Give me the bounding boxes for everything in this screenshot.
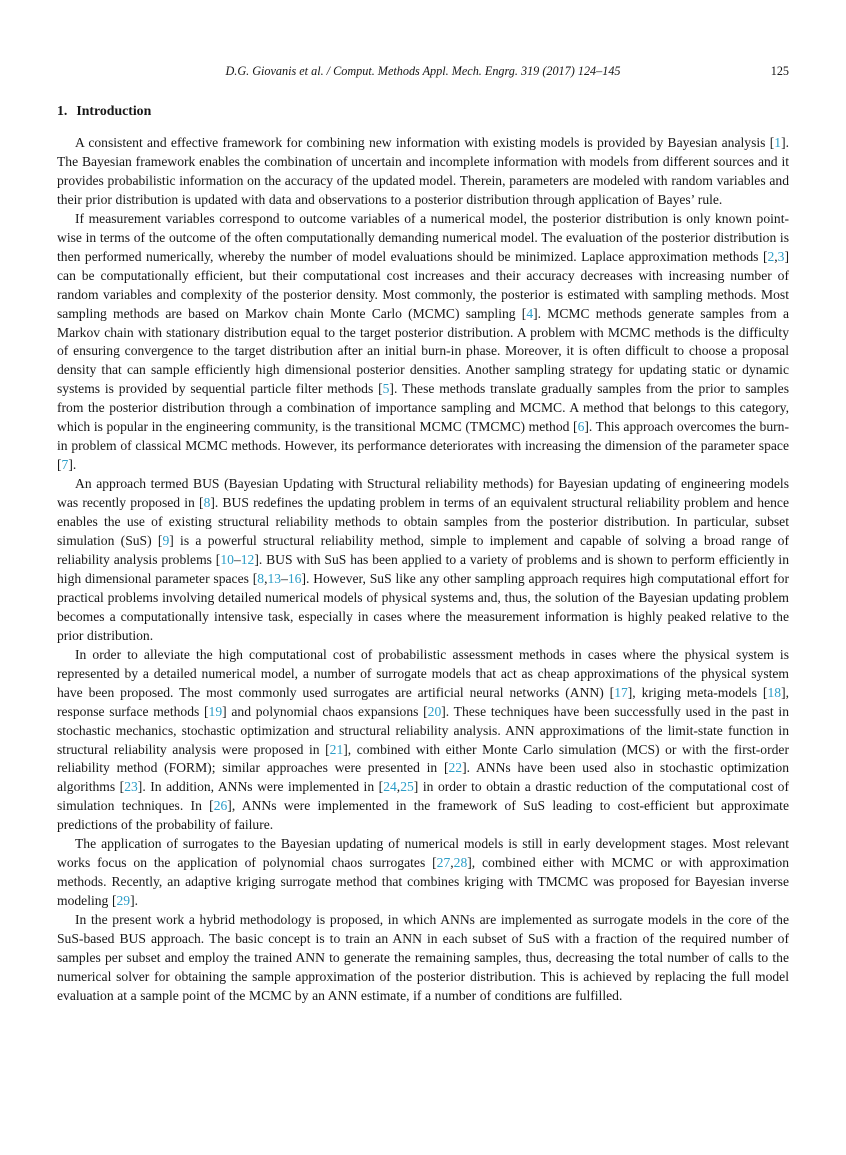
citation-link[interactable]: 9 <box>162 533 170 549</box>
text-run: , <box>264 570 268 586</box>
citation-link[interactable]: 2 <box>767 248 775 264</box>
body-paragraph <box>57 911 789 1006</box>
text-run: ], ANNs were implemented in the framework of SuS leading to cost-efficient but approximate predictions of the probability of failure. <box>57 798 789 833</box>
citation-link[interactable]: 19 <box>208 703 223 719</box>
citation-link[interactable]: 20 <box>427 703 442 719</box>
text-run: ] and polynomial chaos expansions [ <box>222 703 428 719</box>
citation-link[interactable]: 10 <box>220 551 234 567</box>
text-run: – <box>281 570 288 586</box>
text-run: ]. The Bayesian framework enables the combination of uncertain and incomplete information with models from different sources and it provides probabilistic information on the accuracy of the updated model. Therein, parameters are modeled with random variables and their prior distribution is updated with data and observations to a posterior distribution through application of Bayes’ rule. <box>57 135 789 207</box>
text-run: ], combined with either Monte Carlo simulation (MCS) or with the first-order reliability method (FORM); similar approaches were presented in [ <box>57 741 789 776</box>
text-run: ]. BUS redefines the updating problem in terms of an equivalent structural reliability problem and hence enables the use of existing structural reliability methods to obtain samples from the posterior distribution. In particular, subset simulation (SuS) [ <box>57 495 790 549</box>
citation-link[interactable]: 24 <box>383 779 397 795</box>
text-run: ], kriging meta-models [ <box>627 684 768 700</box>
text-run: – <box>233 551 241 567</box>
text-run: ]. <box>130 893 139 909</box>
text-run: , <box>774 248 778 264</box>
citation-link[interactable]: 23 <box>124 779 138 795</box>
running-title: D.G. Giovanis et al. / Comput. Methods Appl. Mech. Engrg. 319 (2017) 124–145 <box>225 64 621 78</box>
citation-link[interactable]: 6 <box>577 419 585 435</box>
citation-link[interactable]: 8 <box>203 495 211 511</box>
text-run: ], combined either with MCMC or with approximation methods. Recently, an adaptive kriging surrogate method that combines kriging with TMCMC was proposed for Bayesian inverse modeling [ <box>57 855 789 909</box>
citation-link[interactable]: 27 <box>436 855 451 871</box>
page-number: 125 <box>770 64 789 78</box>
text-run: ]. BUS with SuS has been applied to a variety of problems and is shown to perform efficiently in high dimensional parameter spaces [ <box>57 551 790 586</box>
citation-link[interactable]: 7 <box>61 457 69 473</box>
text-run: , <box>396 779 401 795</box>
body-paragraph <box>57 835 789 911</box>
citation-link[interactable]: 5 <box>382 381 390 397</box>
citation-link[interactable]: 12 <box>240 551 255 567</box>
citation-link[interactable]: 18 <box>767 684 782 700</box>
citation-link[interactable]: 13 <box>267 570 282 586</box>
body-paragraph <box>57 475 789 646</box>
citation-link[interactable]: 8 <box>257 570 265 586</box>
citation-link[interactable]: 21 <box>329 741 344 757</box>
citation-link[interactable]: 28 <box>453 855 468 871</box>
text-run: ] in order to obtain a drastic reduction of the computational cost of simulation techniques. In [ <box>57 779 789 814</box>
citation-link[interactable]: 1 <box>774 135 782 150</box>
section-title: Introduction <box>76 103 152 118</box>
citation-link[interactable]: 16 <box>287 570 302 586</box>
text-run: If measurement variables correspond to outcome variables of a numerical model, the posterior distribution is only known point-wise in terms of the outcome of the often computationally demanding numerical model. The evaluation of the posterior distribution is then performed numerically, whereby the number of model evaluations should be minimized. Laplace approximation methods [ <box>57 210 789 264</box>
text-run: ] is a powerful structural reliability method, simple to implement and capable of solving a broad range of reliability analysis problems [ <box>57 533 789 567</box>
citation-link[interactable]: 29 <box>116 893 131 909</box>
citation-link[interactable]: 4 <box>526 305 534 321</box>
text-run: ]. These techniques have been successfully used in the past in stochastic mechanics, stochastic optimization and structural reliability analysis. ANN approximations of the limit-state function in structural reliability analysis were proposed in [ <box>57 703 789 757</box>
body-paragraph <box>57 134 789 210</box>
text-run: ]. ANNs have been used also in stochastic optimization algorithms [ <box>57 760 789 795</box>
text-run: ] can be computationally efficient, but their computational cost increases and their accuracy decreases with increasing number of random variables and complexity of the posterior density. Most commonly, the posterior is estimated with sampling methods. Most sampling methods are based on Markov chain Monte Carlo (MCMC) sampling [ <box>57 248 789 321</box>
body-paragraph <box>57 210 789 475</box>
text-run: In the present work a hybrid methodology is proposed, in which ANNs are implemented as surrogate models in the core of the SuS-based BUS approach. The basic concept is to train an ANN in each subset of SuS with a fraction of the required number of samples per subset and employ the trained ANN to generate the remaining samples, thus, decreasing the total number of calls to the numerical solver for obtaining the sample approximation of the posterior distribution. This is achieved by replacing the full model evaluation at a sample point of the MCMC by an ANN estimate, if a number of conditions are fulfilled. <box>57 912 789 1003</box>
article-body <box>57 102 789 1006</box>
section-number: 1. <box>57 103 68 118</box>
citation-link[interactable]: 17 <box>614 684 628 700</box>
text-run: ]. MCMC methods generate samples from a Markov chain with stationary distribution equal to the target posterior distribution. A problem with MCMC methods is the difficulty of ensuring convergence to the target distribution after an initial burn-in phase. Moreover, it is often difficult to choose a proposal density that can sample efficiently high dimensional posterior densities. Another sampling strategy for updating static or dynamic systems is provided by sequential particle filter methods [ <box>57 305 789 397</box>
text-run: ]. This approach overcomes the burn-in problem of classical MCMC methods. However, its performance deteriorates with increasing the dimension of the parameter space [ <box>57 419 789 473</box>
text-run: In order to alleviate the high computational cost of probabilistic assessment methods in cases where the physical system is represented by a detailed numerical model, a number of surrogate models that act as cheap approximations of the physical system have been proposed. The most commonly used surrogates are artificial neural networks (ANN) [ <box>57 646 789 700</box>
text-run: An approach termed BUS (Bayesian Updating with Structural reliability methods) for Bayesian updating of engineering models was recently proposed in [ <box>57 476 789 511</box>
citation-link[interactable]: 22 <box>448 760 463 776</box>
text-run: ]. In addition, ANNs were implemented in [ <box>137 779 384 795</box>
text-run: ]. <box>68 457 77 473</box>
text-run: ]. These methods translate gradually samples from the prior to samples from the posterior distribution through a combination of importance sampling and MCMC. A method that belongs to this category, which is popular in the engineering community, is the transitional MCMC (TMCMC) method [ <box>57 381 790 435</box>
citation-link[interactable]: 25 <box>400 779 414 795</box>
citation-link[interactable]: 26 <box>213 798 228 814</box>
text-run: ], response surface methods [ <box>57 684 789 719</box>
section-heading <box>57 102 789 120</box>
text-run: ]. However, SuS like any other sampling approach requires high computational effort for practical problems involving detailed numerical models of physical systems and, thus, the solution of the Bayesian updating problem becomes a computationally intensive task, especially in cases where the measurement information is highly peaked relative to the prior distribution. <box>57 570 789 643</box>
text-run: , <box>450 855 454 871</box>
citation-link[interactable]: 3 <box>777 248 785 264</box>
page-header <box>57 64 789 81</box>
text-run: A consistent and effective framework for combining new information with existing models is provided by Bayesian analysis [ <box>75 135 775 150</box>
text-run: The application of surrogates to the Bayesian updating of numerical models is still in early development stages. Most relevant works focus on the application of polynomial chaos surrogates [ <box>57 836 789 871</box>
body-paragraph <box>57 646 789 836</box>
